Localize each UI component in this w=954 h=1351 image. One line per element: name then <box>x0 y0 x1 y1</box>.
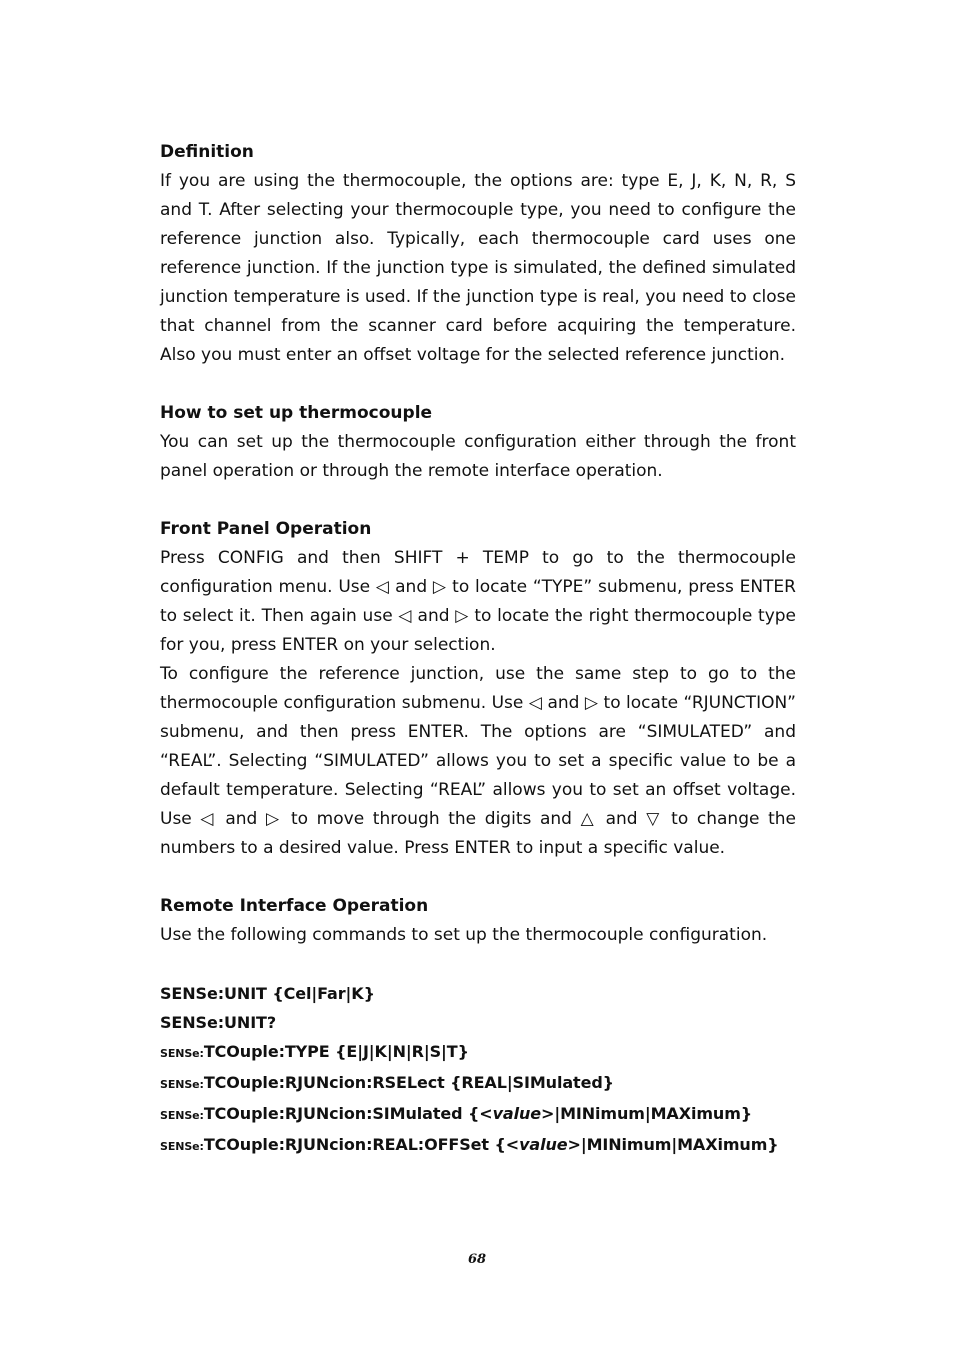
command-rjuncion-simulated <box>160 1099 796 1130</box>
command-text: >|MINimum|MAXimum} <box>541 1104 753 1123</box>
remote-body: Use the following commands to set up the thermocouple configuration. <box>160 925 768 945</box>
command-text: TCOuple:TYPE {E|J|K|N|R|S|T} <box>203 1042 469 1061</box>
page-content <box>160 138 796 1161</box>
command-sense-unit <box>160 979 796 1008</box>
command-prefix: SENSe: <box>160 1140 204 1153</box>
command-text: SENSe:UNIT {Cel|Far|K} <box>160 984 375 1003</box>
command-text: >|MINimum|MAXimum} <box>567 1135 779 1154</box>
remote-heading: Remote Interface Operation <box>160 896 429 916</box>
command-text: TCOuple:RJUNcion:SIMulated {< <box>203 1104 493 1123</box>
front-panel-paragraph-1: Press CONFIG and then SHIFT + TEMP to go to the thermocouple configuration menu. Use ◁ and ▷ to locate “TYPE” submenu, press ENTER to select it. Then again use ◁ and ▷ to locate the right thermocouple type for you, press ENTER on your selection. <box>160 548 796 655</box>
definition-heading: Definition <box>160 142 254 162</box>
command-tcouple-type <box>160 1037 796 1068</box>
setup-body: You can set up the thermocouple configuration either through the front panel operation or through the remote interface operation. <box>160 432 796 481</box>
command-rjuncion-real-offset <box>160 1130 796 1161</box>
section-gap <box>160 863 796 892</box>
setup-heading: How to set up thermocouple <box>160 403 433 423</box>
command-text: TCOuple:RJUNcion:RSELect {REAL|SIMulated} <box>203 1073 614 1092</box>
command-text: SENSe:UNIT? <box>160 1013 277 1032</box>
command-prefix: SENSe: <box>160 1109 204 1122</box>
front-panel-heading: Front Panel Operation <box>160 519 372 539</box>
command-rjuncion-rselect <box>160 1068 796 1099</box>
command-sense-unit-query <box>160 1008 796 1037</box>
command-prefix: SENSe: <box>160 1078 204 1091</box>
command-prefix: SENSe: <box>160 1047 204 1060</box>
command-value-placeholder: value <box>519 1135 568 1154</box>
page-number: 68 <box>467 1252 487 1267</box>
command-value-placeholder: value <box>492 1104 542 1123</box>
section-gap <box>160 486 796 515</box>
section-gap <box>160 370 796 399</box>
front-panel-paragraph-2: To configure the reference junction, use the same step to go to the thermocouple configuration submenu. Use ◁ and ▷ to locate “RJUNCTION” submenu, and then press ENTER. The options are “SIMULATED” and “REAL”. Selecting “SIMULATED” allows you to set a specific value to be a default temperature. Selecting “REAL” allows you to set an offset voltage. Use ◁ and ▷ to move through the digits and △ and ▽ to change the numbers to a desired value. Press ENTER to input a specific value. <box>160 664 796 858</box>
definition-body: If you are using the thermocouple, the options are: type E, J, K, N, R, S and T. After selecting your thermocouple type, you need to configure the reference junction also. Typically, each thermocouple card uses one reference junction. If the junction type is simulated, the defined simulated junction temperature is used. If the junction type is real, you need to close that channel from the scanner card before acquiring the temperature. Also you must enter an offset voltage for the selected reference junction. <box>160 171 796 365</box>
command-text: TCOuple:RJUNcion:REAL:OFFSet {< <box>203 1135 520 1154</box>
section-gap <box>160 950 796 979</box>
